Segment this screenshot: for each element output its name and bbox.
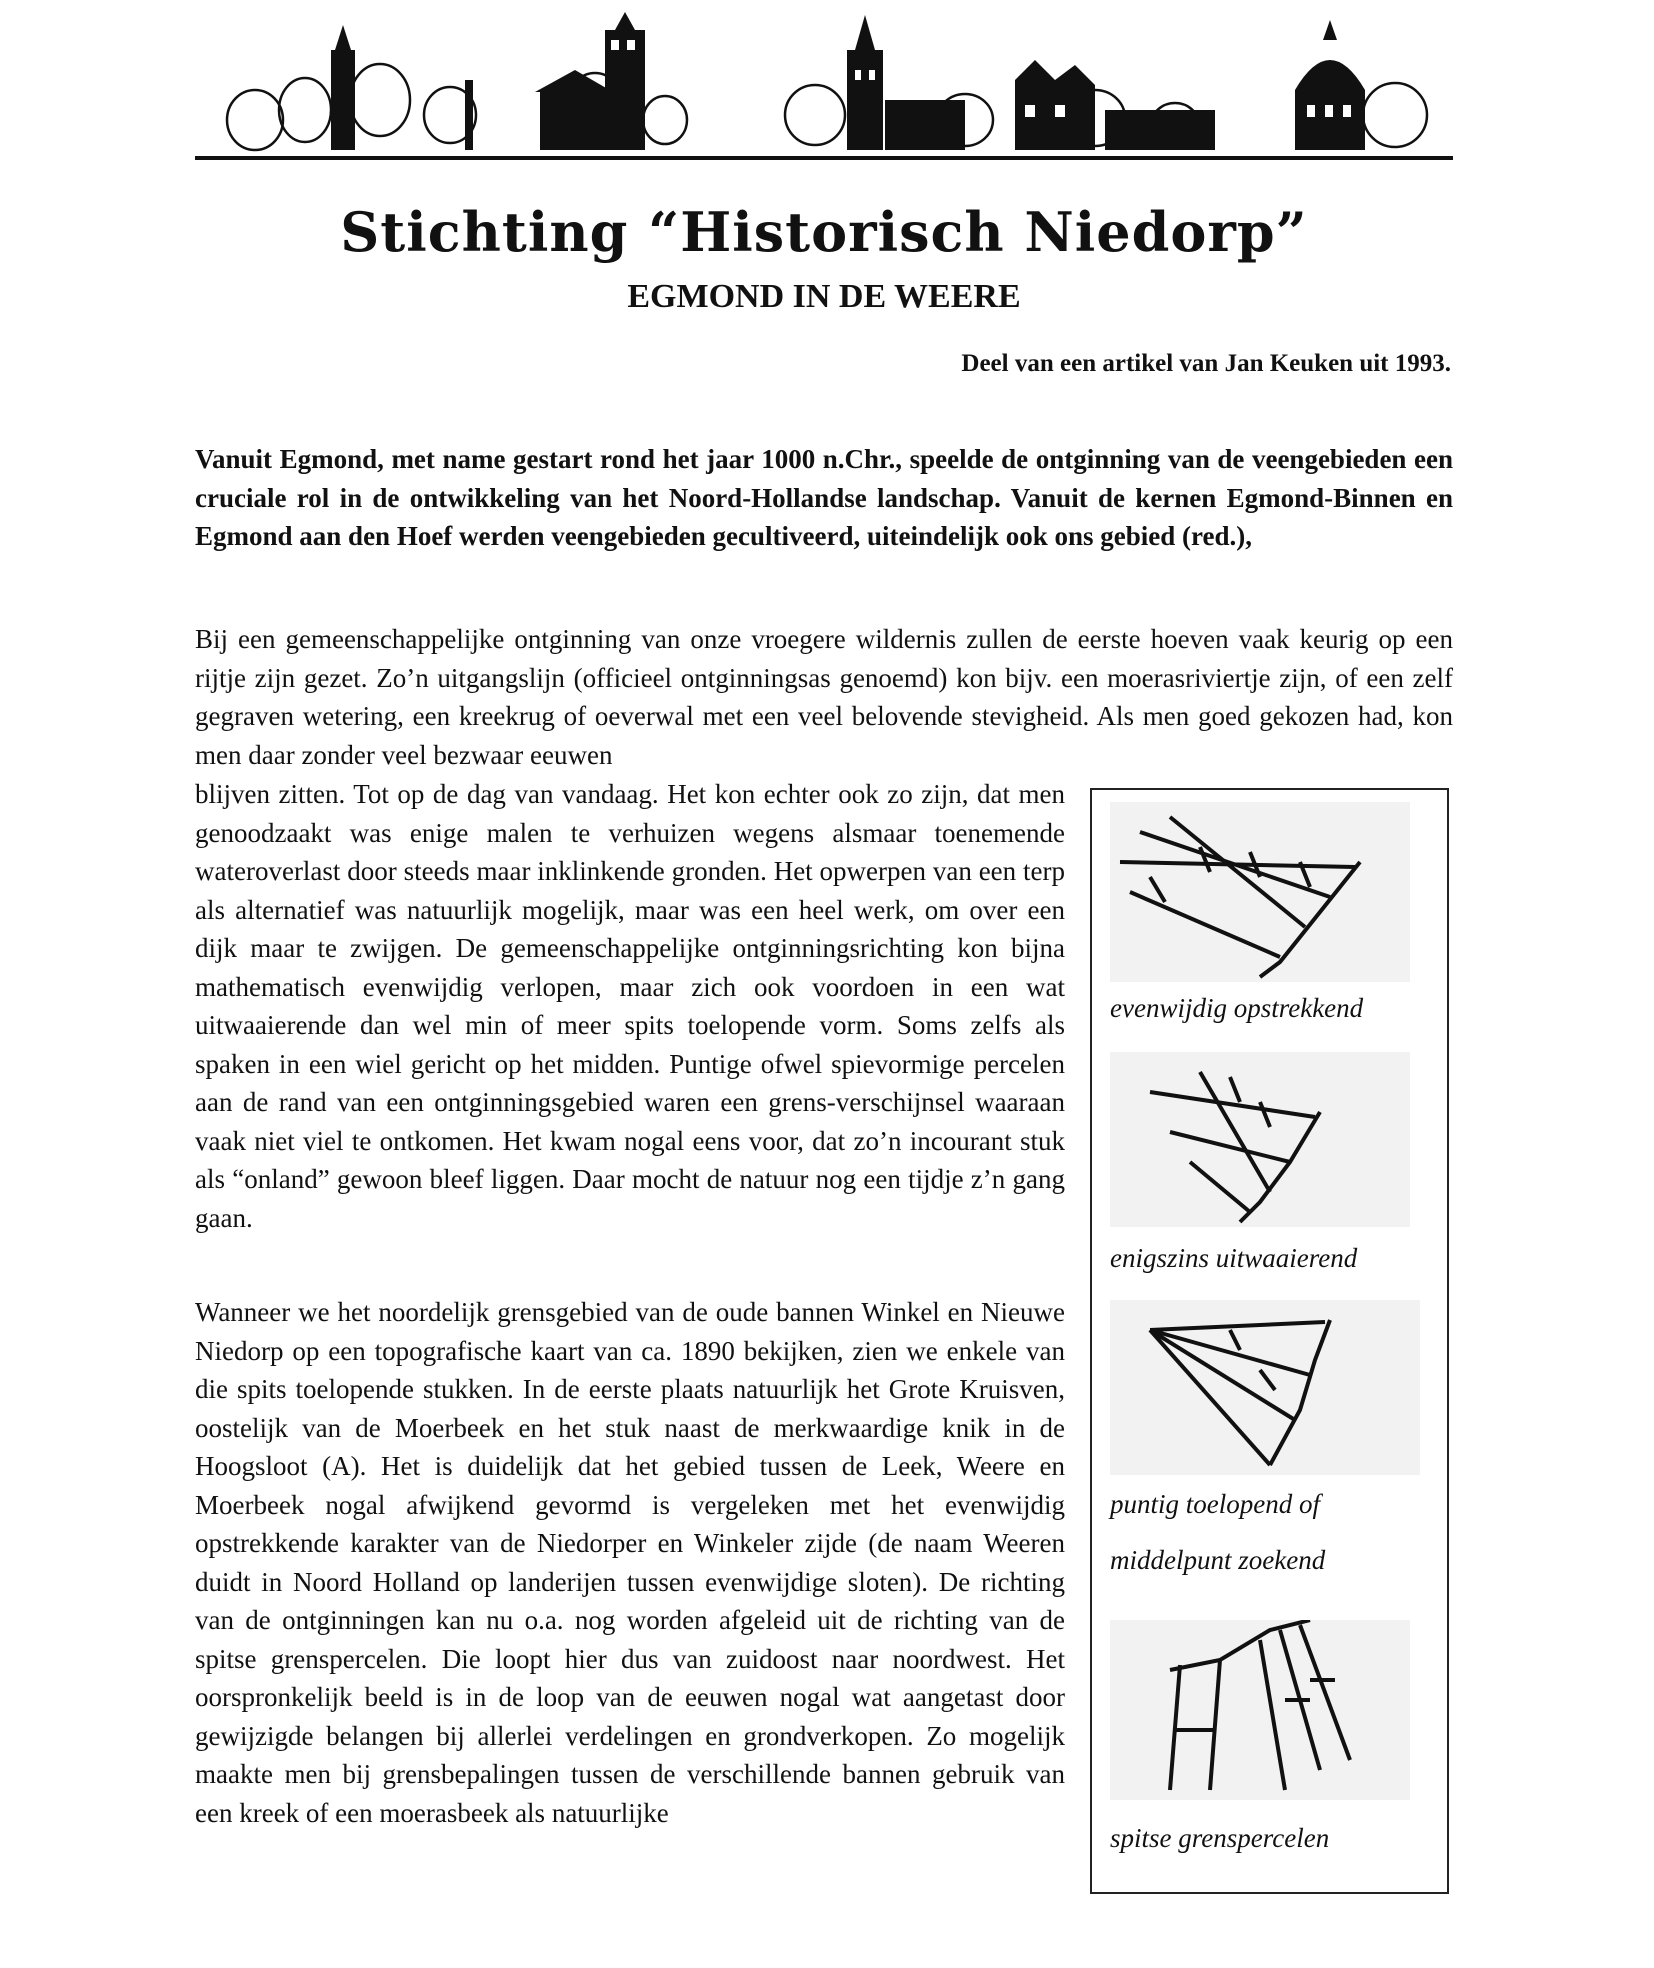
article-title: EGMOND IN DE WEERE	[627, 278, 1021, 315]
caption-fanning: enigszins uitwaaierend	[1110, 1243, 1358, 1273]
intro-paragraph: Vanuit Egmond, met name gestart rond het jaar 1000 n.Chr., speelde de ontginning van de veengebieden een cruciale rol in de ontwikkeling van het Noord-Hollandse landschap. Vanuit de kernen Egmond-Binnen en Egmond aan den Hoef werden veengebieden gecultiveerd, uiteindelijk ook ons gebied (red.),	[195, 444, 1453, 551]
body-paragraph-1-continued: blijven zitten. Tot op de dag van vandaag. Het kon echter ook zo zijn, dat men genoodzaakt was enige malen te verhuizen wegens alsmaar toenemende wateroverlast door steeds maar inklinkende gronden. Het opwerpen van een terp als alternatief was natuurlijk mogelijk, maar was een heel werk, om over een dijk maar te zwijgen. De gemeenschappelijke ontginningsrichting kon bijna mathematisch evenwijdig verlopen, maar zich ook voordoen in een wat uitwaaierende dan wel min of meer spits toelopende vorm. Soms zelfs als spaken in een wiel gericht op het midden. Puntige ofwel spievormige percelen aan de rand van een ontginningsgebied waren een grens-verschijnsel waaraan vaak niet viel te ontkomen. Het kwam nogal eens voor, dat zo’n incourant stuk als “onland” gewoon bleef liggen. Daar mocht de natuur nog een tijdje z’n gang gaan.	[195, 779, 1065, 1233]
village-skyline-illustration	[195, 10, 1453, 170]
article-byline: Deel van een artikel van Jan Keuken uit 1993.	[961, 350, 1451, 377]
caption-parallel: evenwijdig opstrekkend	[1110, 993, 1364, 1023]
body-paragraph-2: Wanneer we het noordelijk grensgebied van de oude bannen Winkel en Nieuwe Niedorp op een topografische kaart van ca. 1890 bekijken, zien we enkele van die spits toelopende stukken. In de eerste plaats natuurlijk het Grote Kruisven, oostelijk van de Moerbeek en het stuk naast de merkwaardige knik in de Hoogsloot (A). Het is duidelijk dat het gebied tussen de Leek, Weere en Moerbeek nogal afwijkend gevormd is vergeleken met het evenwijdig opstrekkende karakter van de Niedorper en Winkeler zijde (de naam Weeren duidt in Noord Holland op landerijen tussen evenwijdige sloten). De richting van de ontginningen kan nu o.a. nog worden afgeleid uit de richting van de spitse grenspercelen. Die loopt hier dus van zuidoost naar noordwest. Het oorspronkelijk beeld is in de loop van de eeuwen nogal wat aangetast door gewijzigde belangen bij allerlei verdelingen en grondverkopen. Zo mogelijk maakte men bij grensbepalingen tussen de verschillende bannen gebruik van een kreek of een moerasbeek als natuurlijke	[195, 1297, 1065, 1828]
caption-pointed: puntig toelopend of middelpunt zoekend	[1110, 1489, 1326, 1575]
figure-pointed-parcels	[1110, 1300, 1430, 1475]
body-paragraph-1: Bij een gemeenschappelijke ontginning van onze vroegere wildernis zullen de eerste hoeven vaak keurig op een rijtje zijn gezet. Zo’n uitgangslijn (officieel ontginningsas genoemd) kon bijv. een moerasriviertje zijn, of een zelf gegraven wetering, een kreekrug of oeverwal met een veel belovende stevigheid. Als men goed gekozen had, kon men daar zonder veel bezwaar eeuwen	[195, 624, 1453, 770]
parcel-patterns-sidebar	[1090, 788, 1449, 1894]
figure-sharp-border-parcels	[1110, 1620, 1430, 1800]
figure-parallel-parcels	[1110, 802, 1430, 982]
figure-fanning-parcels	[1110, 1052, 1430, 1227]
caption-sharp-border: spitse grenspercelen	[1110, 1823, 1330, 1853]
page-title: Stichting “Historisch Niedorp”	[340, 200, 1308, 264]
